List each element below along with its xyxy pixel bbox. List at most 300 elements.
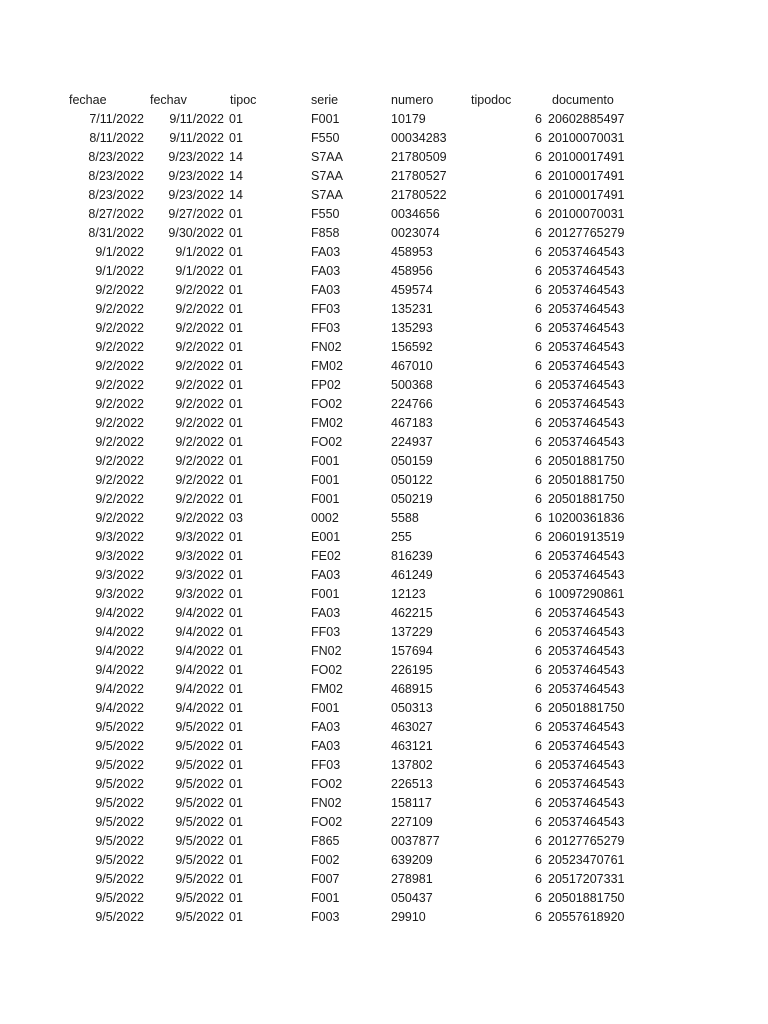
header-numero: numero — [391, 93, 434, 107]
cell-fechae: 9/2/2022 — [95, 340, 144, 354]
cell-numero: 10179 — [391, 112, 426, 126]
cell-numero: 227109 — [391, 815, 433, 829]
cell-serie: F001 — [311, 587, 340, 601]
cell-fechae: 9/3/2022 — [95, 530, 144, 544]
cell-fechae: 8/23/2022 — [88, 150, 144, 164]
cell-numero: 639209 — [391, 853, 433, 867]
cell-fechav: 9/1/2022 — [175, 264, 224, 278]
cell-fechav: 9/2/2022 — [175, 359, 224, 373]
cell-tipoc: 01 — [229, 435, 243, 449]
cell-numero: 0034656 — [391, 207, 440, 221]
cell-serie: E001 — [311, 530, 341, 544]
cell-tipoc: 01 — [229, 834, 243, 848]
invoice-table — [0, 91, 768, 927]
cell-fechav: 9/2/2022 — [175, 435, 224, 449]
cell-numero: 21780522 — [391, 188, 447, 202]
cell-serie: FO02 — [311, 435, 343, 449]
table-row — [0, 794, 768, 813]
cell-tipoc: 01 — [229, 264, 243, 278]
cell-serie: F007 — [311, 872, 340, 886]
table-row — [0, 205, 768, 224]
cell-fechae: 9/5/2022 — [95, 739, 144, 753]
header-documento: documento — [552, 93, 614, 107]
cell-fechav: 9/23/2022 — [168, 150, 224, 164]
cell-documento: 20537464543 — [548, 739, 625, 753]
cell-fechav: 9/2/2022 — [175, 378, 224, 392]
cell-tipoc: 01 — [229, 359, 243, 373]
cell-tipoc: 01 — [229, 321, 243, 335]
cell-documento: 20537464543 — [548, 283, 625, 297]
cell-fechav: 9/5/2022 — [175, 720, 224, 734]
cell-tipodoc: 6 — [535, 606, 542, 620]
cell-documento: 20537464543 — [548, 397, 625, 411]
cell-tipoc: 01 — [229, 853, 243, 867]
cell-fechav: 9/4/2022 — [175, 606, 224, 620]
table-row — [0, 224, 768, 243]
cell-tipoc: 01 — [229, 131, 243, 145]
cell-fechae: 8/31/2022 — [88, 226, 144, 240]
cell-fechae: 9/5/2022 — [95, 720, 144, 734]
cell-tipoc: 01 — [229, 815, 243, 829]
cell-documento: 20537464543 — [548, 321, 625, 335]
cell-numero: 278981 — [391, 872, 433, 886]
cell-documento: 20100070031 — [548, 131, 625, 145]
cell-numero: 12123 — [391, 587, 426, 601]
cell-tipodoc: 6 — [535, 568, 542, 582]
cell-fechae: 9/5/2022 — [95, 891, 144, 905]
cell-fechav: 9/4/2022 — [175, 701, 224, 715]
cell-fechae: 8/23/2022 — [88, 169, 144, 183]
header-tipoc: tipoc — [230, 93, 257, 107]
cell-tipoc: 14 — [229, 150, 243, 164]
cell-numero: 224937 — [391, 435, 433, 449]
cell-fechae: 9/4/2022 — [95, 625, 144, 639]
cell-tipoc: 01 — [229, 910, 243, 924]
table-row — [0, 680, 768, 699]
cell-fechae: 9/5/2022 — [95, 796, 144, 810]
cell-documento: 10097290861 — [548, 587, 625, 601]
cell-documento: 20537464543 — [548, 758, 625, 772]
cell-tipodoc: 6 — [535, 397, 542, 411]
table-row — [0, 870, 768, 889]
cell-serie: 0002 — [311, 511, 339, 525]
cell-tipodoc: 6 — [535, 758, 542, 772]
cell-fechav: 9/2/2022 — [175, 454, 224, 468]
table-row — [0, 756, 768, 775]
cell-fechav: 9/4/2022 — [175, 682, 224, 696]
cell-tipoc: 01 — [229, 777, 243, 791]
cell-fechae: 9/5/2022 — [95, 815, 144, 829]
cell-serie: FF03 — [311, 625, 341, 639]
cell-tipoc: 14 — [229, 188, 243, 202]
cell-numero: 467183 — [391, 416, 433, 430]
cell-tipodoc: 6 — [535, 796, 542, 810]
cell-serie: F001 — [311, 473, 340, 487]
cell-fechav: 9/5/2022 — [175, 910, 224, 924]
cell-documento: 20537464543 — [548, 815, 625, 829]
cell-tipodoc: 6 — [535, 321, 542, 335]
cell-fechav: 9/5/2022 — [175, 891, 224, 905]
cell-fechav: 9/3/2022 — [175, 568, 224, 582]
cell-serie: F001 — [311, 701, 340, 715]
table-row — [0, 300, 768, 319]
cell-tipodoc: 6 — [535, 169, 542, 183]
cell-fechae: 9/1/2022 — [95, 245, 144, 259]
table-row — [0, 338, 768, 357]
cell-documento: 20557618920 — [548, 910, 625, 924]
cell-tipoc: 01 — [229, 549, 243, 563]
cell-tipodoc: 6 — [535, 549, 542, 563]
cell-documento: 20523470761 — [548, 853, 625, 867]
table-body — [0, 110, 768, 927]
cell-serie: FN02 — [311, 644, 342, 658]
table-row — [0, 699, 768, 718]
cell-fechav: 9/2/2022 — [175, 321, 224, 335]
cell-serie: FF03 — [311, 758, 341, 772]
cell-serie: FE02 — [311, 549, 341, 563]
cell-tipoc: 01 — [229, 492, 243, 506]
table-row — [0, 547, 768, 566]
cell-documento: 20501881750 — [548, 891, 625, 905]
cell-serie: F550 — [311, 131, 340, 145]
table-row — [0, 414, 768, 433]
cell-fechav: 9/5/2022 — [175, 777, 224, 791]
cell-documento: 10200361836 — [548, 511, 625, 525]
cell-numero: 0037877 — [391, 834, 440, 848]
table-header-row — [0, 91, 768, 110]
cell-numero: 29910 — [391, 910, 426, 924]
cell-fechae: 9/5/2022 — [95, 834, 144, 848]
table-row — [0, 186, 768, 205]
cell-documento: 20501881750 — [548, 454, 625, 468]
cell-numero: 137802 — [391, 758, 433, 772]
table-row — [0, 471, 768, 490]
cell-documento: 20127765279 — [548, 834, 625, 848]
cell-tipodoc: 6 — [535, 834, 542, 848]
cell-numero: 5588 — [391, 511, 419, 525]
cell-tipoc: 01 — [229, 587, 243, 601]
cell-serie: F865 — [311, 834, 340, 848]
cell-fechav: 9/11/2022 — [169, 112, 224, 126]
cell-numero: 468915 — [391, 682, 433, 696]
cell-documento: 20537464543 — [548, 302, 625, 316]
cell-tipodoc: 6 — [535, 492, 542, 506]
cell-documento: 20537464543 — [548, 264, 625, 278]
cell-fechav: 9/5/2022 — [175, 872, 224, 886]
table-row — [0, 243, 768, 262]
cell-tipoc: 01 — [229, 758, 243, 772]
cell-serie: FA03 — [311, 606, 341, 620]
cell-fechav: 9/3/2022 — [175, 549, 224, 563]
cell-numero: 157694 — [391, 644, 433, 658]
cell-tipodoc: 6 — [535, 435, 542, 449]
cell-tipoc: 01 — [229, 207, 243, 221]
table-row — [0, 490, 768, 509]
cell-tipoc: 01 — [229, 644, 243, 658]
table-row — [0, 889, 768, 908]
table-row — [0, 718, 768, 737]
cell-numero: 0023074 — [391, 226, 440, 240]
cell-serie: F550 — [311, 207, 340, 221]
cell-numero: 462215 — [391, 606, 433, 620]
cell-numero: 137229 — [391, 625, 433, 639]
cell-tipoc: 01 — [229, 112, 243, 126]
cell-tipodoc: 6 — [535, 720, 542, 734]
cell-serie: F001 — [311, 454, 340, 468]
cell-tipodoc: 6 — [535, 416, 542, 430]
table-row — [0, 737, 768, 756]
cell-fechae: 9/4/2022 — [95, 682, 144, 696]
cell-numero: 050437 — [391, 891, 433, 905]
table-row — [0, 129, 768, 148]
cell-fechav: 9/3/2022 — [175, 530, 224, 544]
cell-serie: FF03 — [311, 302, 341, 316]
cell-documento: 20601913519 — [548, 530, 625, 544]
cell-tipoc: 01 — [229, 473, 243, 487]
cell-documento: 20537464543 — [548, 625, 625, 639]
cell-tipodoc: 6 — [535, 777, 542, 791]
table-row — [0, 566, 768, 585]
cell-serie: F858 — [311, 226, 340, 240]
cell-tipoc: 14 — [229, 169, 243, 183]
cell-tipodoc: 6 — [535, 815, 542, 829]
cell-tipodoc: 6 — [535, 245, 542, 259]
cell-documento: 20537464543 — [548, 663, 625, 677]
cell-documento: 20100017491 — [548, 150, 625, 164]
cell-fechav: 9/2/2022 — [175, 283, 224, 297]
table-row — [0, 832, 768, 851]
cell-fechae: 9/2/2022 — [95, 454, 144, 468]
cell-fechae: 9/4/2022 — [95, 701, 144, 715]
table-row — [0, 167, 768, 186]
cell-fechae: 9/2/2022 — [95, 321, 144, 335]
cell-documento: 20100070031 — [548, 207, 625, 221]
cell-fechav: 9/2/2022 — [175, 340, 224, 354]
cell-numero: 500368 — [391, 378, 433, 392]
cell-documento: 20537464543 — [548, 245, 625, 259]
cell-tipodoc: 6 — [535, 264, 542, 278]
table-row — [0, 148, 768, 167]
cell-tipodoc: 6 — [535, 207, 542, 221]
cell-fechae: 9/5/2022 — [95, 910, 144, 924]
cell-fechae: 9/5/2022 — [95, 872, 144, 886]
table-row — [0, 585, 768, 604]
cell-tipoc: 01 — [229, 378, 243, 392]
cell-serie: FM02 — [311, 359, 343, 373]
cell-tipodoc: 6 — [535, 891, 542, 905]
cell-tipodoc: 6 — [535, 454, 542, 468]
cell-numero: 224766 — [391, 397, 433, 411]
cell-fechav: 9/3/2022 — [175, 587, 224, 601]
cell-fechae: 9/2/2022 — [95, 473, 144, 487]
cell-numero: 816239 — [391, 549, 433, 563]
table-row — [0, 262, 768, 281]
cell-documento: 20537464543 — [548, 720, 625, 734]
cell-tipoc: 01 — [229, 226, 243, 240]
cell-numero: 459574 — [391, 283, 433, 297]
cell-serie: FA03 — [311, 720, 341, 734]
cell-fechae: 9/2/2022 — [95, 492, 144, 506]
cell-fechav: 9/2/2022 — [175, 473, 224, 487]
cell-numero: 050122 — [391, 473, 433, 487]
cell-numero: 458953 — [391, 245, 433, 259]
cell-documento: 20537464543 — [548, 359, 625, 373]
cell-fechae: 9/4/2022 — [95, 663, 144, 677]
cell-fechae: 9/3/2022 — [95, 549, 144, 563]
cell-tipoc: 03 — [229, 511, 243, 525]
cell-tipodoc: 6 — [535, 511, 542, 525]
cell-documento: 20100017491 — [548, 188, 625, 202]
cell-fechae: 9/1/2022 — [95, 264, 144, 278]
cell-numero: 050219 — [391, 492, 433, 506]
table-row — [0, 908, 768, 927]
cell-tipoc: 01 — [229, 454, 243, 468]
table-row — [0, 661, 768, 680]
cell-documento: 20100017491 — [548, 169, 625, 183]
cell-tipoc: 01 — [229, 891, 243, 905]
table-row — [0, 395, 768, 414]
cell-serie: FA03 — [311, 568, 341, 582]
cell-tipoc: 01 — [229, 283, 243, 297]
cell-tipoc: 01 — [229, 606, 243, 620]
table-row — [0, 357, 768, 376]
cell-documento: 20537464543 — [548, 568, 625, 582]
cell-serie: FO02 — [311, 815, 343, 829]
cell-documento: 20537464543 — [548, 606, 625, 620]
cell-documento: 20537464543 — [548, 416, 625, 430]
cell-serie: F001 — [311, 492, 340, 506]
cell-numero: 21780509 — [391, 150, 447, 164]
table-row — [0, 775, 768, 794]
cell-serie: FM02 — [311, 416, 343, 430]
cell-documento: 20127765279 — [548, 226, 625, 240]
cell-tipoc: 01 — [229, 701, 243, 715]
cell-numero: 463027 — [391, 720, 433, 734]
cell-tipodoc: 6 — [535, 644, 542, 658]
cell-fechav: 9/2/2022 — [175, 302, 224, 316]
cell-serie: F001 — [311, 112, 340, 126]
cell-fechav: 9/27/2022 — [168, 207, 224, 221]
cell-tipoc: 01 — [229, 739, 243, 753]
cell-serie: FP02 — [311, 378, 341, 392]
cell-fechav: 9/2/2022 — [175, 397, 224, 411]
cell-fechav: 9/23/2022 — [168, 188, 224, 202]
cell-fechae: 9/2/2022 — [95, 302, 144, 316]
cell-fechae: 9/2/2022 — [95, 283, 144, 297]
cell-fechav: 9/1/2022 — [175, 245, 224, 259]
cell-tipodoc: 6 — [535, 587, 542, 601]
header-fechae: fechae — [69, 93, 107, 107]
cell-fechav: 9/5/2022 — [175, 853, 224, 867]
cell-fechae: 9/4/2022 — [95, 644, 144, 658]
table-row — [0, 509, 768, 528]
cell-tipodoc: 6 — [535, 283, 542, 297]
cell-fechav: 9/5/2022 — [175, 758, 224, 772]
table-row — [0, 528, 768, 547]
cell-numero: 458956 — [391, 264, 433, 278]
cell-serie: S7AA — [311, 150, 343, 164]
cell-fechae: 9/2/2022 — [95, 416, 144, 430]
cell-fechae: 9/2/2022 — [95, 378, 144, 392]
table-row — [0, 452, 768, 471]
table-row — [0, 623, 768, 642]
cell-fechae: 9/2/2022 — [95, 397, 144, 411]
cell-serie: FF03 — [311, 321, 341, 335]
cell-serie: FA03 — [311, 245, 341, 259]
cell-fechav: 9/4/2022 — [175, 663, 224, 677]
cell-numero: 461249 — [391, 568, 433, 582]
table-row — [0, 813, 768, 832]
cell-fechav: 9/5/2022 — [175, 739, 224, 753]
cell-serie: FA03 — [311, 739, 341, 753]
cell-documento: 20537464543 — [548, 644, 625, 658]
cell-documento: 20537464543 — [548, 777, 625, 791]
cell-fechae: 7/11/2022 — [89, 112, 144, 126]
cell-numero: 135231 — [391, 302, 433, 316]
cell-numero: 463121 — [391, 739, 433, 753]
cell-documento: 20537464543 — [548, 340, 625, 354]
header-tipodoc: tipodoc — [471, 93, 512, 107]
cell-numero: 255 — [391, 530, 412, 544]
cell-tipodoc: 6 — [535, 853, 542, 867]
cell-fechav: 9/5/2022 — [175, 815, 224, 829]
cell-tipodoc: 6 — [535, 701, 542, 715]
cell-tipodoc: 6 — [535, 663, 542, 677]
cell-documento: 20537464543 — [548, 378, 625, 392]
cell-documento: 20537464543 — [548, 796, 625, 810]
cell-tipoc: 01 — [229, 720, 243, 734]
cell-documento: 20517207331 — [548, 872, 625, 886]
cell-serie: S7AA — [311, 169, 343, 183]
cell-fechav: 9/2/2022 — [175, 511, 224, 525]
cell-fechae: 9/2/2022 — [95, 359, 144, 373]
table-row — [0, 642, 768, 661]
cell-tipoc: 01 — [229, 530, 243, 544]
cell-fechav: 9/2/2022 — [175, 492, 224, 506]
cell-tipoc: 01 — [229, 416, 243, 430]
cell-fechae: 9/5/2022 — [95, 777, 144, 791]
cell-tipoc: 01 — [229, 340, 243, 354]
cell-documento: 20537464543 — [548, 435, 625, 449]
table-row — [0, 319, 768, 338]
cell-fechae: 8/11/2022 — [89, 131, 144, 145]
cell-tipoc: 01 — [229, 302, 243, 316]
cell-documento: 20501881750 — [548, 701, 625, 715]
cell-numero: 050313 — [391, 701, 433, 715]
cell-serie: FO02 — [311, 397, 343, 411]
cell-numero: 226513 — [391, 777, 433, 791]
cell-tipoc: 01 — [229, 872, 243, 886]
cell-tipodoc: 6 — [535, 340, 542, 354]
cell-tipodoc: 6 — [535, 378, 542, 392]
cell-tipodoc: 6 — [535, 625, 542, 639]
cell-serie: FO02 — [311, 663, 343, 677]
cell-tipodoc: 6 — [535, 131, 542, 145]
cell-numero: 156592 — [391, 340, 433, 354]
cell-fechav: 9/4/2022 — [175, 644, 224, 658]
cell-tipodoc: 6 — [535, 150, 542, 164]
table-row — [0, 433, 768, 452]
cell-numero: 135293 — [391, 321, 433, 335]
cell-fechav: 9/2/2022 — [175, 416, 224, 430]
cell-fechae: 9/3/2022 — [95, 587, 144, 601]
cell-serie: F002 — [311, 853, 340, 867]
cell-fechae: 9/2/2022 — [95, 435, 144, 449]
cell-tipodoc: 6 — [535, 188, 542, 202]
cell-serie: FA03 — [311, 283, 341, 297]
cell-tipodoc: 6 — [535, 359, 542, 373]
cell-tipodoc: 6 — [535, 226, 542, 240]
